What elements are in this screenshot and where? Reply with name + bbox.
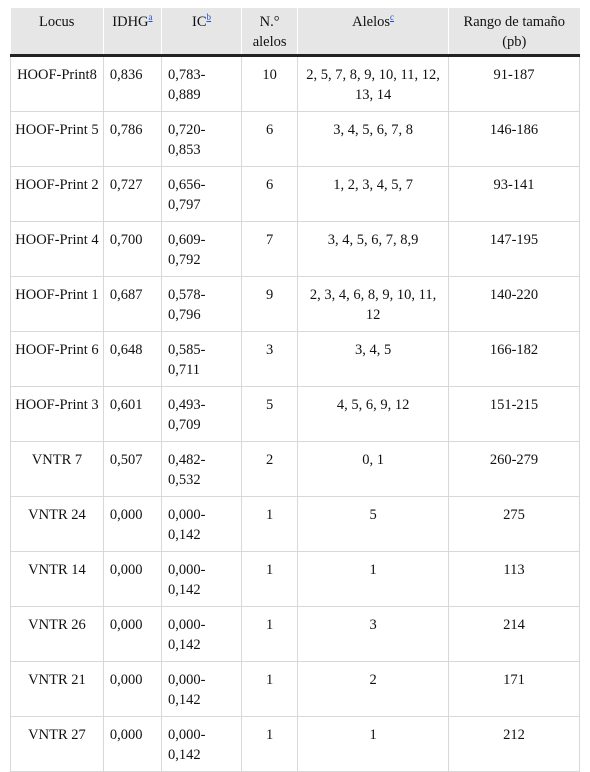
cell-alelos: 3, 4, 5, 6, 7, 8 [298, 112, 449, 167]
cell-alelos: 3, 4, 5, 6, 7, 8,9 [298, 222, 449, 277]
cell-n-alelos: 6 [242, 112, 298, 167]
cell-idhg: 0,786 [103, 112, 161, 167]
cell-alelos: 1 [298, 552, 449, 607]
cell-locus: HOOF-Print 5 [11, 112, 104, 167]
header-alelos-label: Alelos [352, 14, 390, 30]
table-row [11, 112, 580, 167]
cell-locus: HOOF-Print 2 [11, 167, 104, 222]
cell-alelos: 3 [298, 607, 449, 662]
cell-idhg: 0,687 [103, 277, 161, 332]
cell-locus: VNTR 27 [11, 717, 104, 772]
cell-rango: 147-195 [449, 222, 580, 277]
cell-alelos: 2, 5, 7, 8, 9, 10, 11, 12, 13, 14 [298, 56, 449, 112]
cell-ic: 0,783-0,889 [161, 56, 241, 112]
cell-ic: 0,493-0,709 [161, 387, 241, 442]
cell-ic: 0,720-0,853 [161, 112, 241, 167]
header-idhg [103, 8, 161, 56]
cell-n-alelos: 7 [242, 222, 298, 277]
cell-idhg: 0,727 [103, 167, 161, 222]
cell-idhg: 0,648 [103, 332, 161, 387]
cell-ic: 0,609-0,792 [161, 222, 241, 277]
cell-idhg: 0,601 [103, 387, 161, 442]
table-row [11, 387, 580, 442]
cell-alelos: 4, 5, 6, 9, 12 [298, 387, 449, 442]
cell-rango: 146-186 [449, 112, 580, 167]
cell-idhg: 0,000 [103, 662, 161, 717]
cell-n-alelos: 3 [242, 332, 298, 387]
cell-alelos: 1, 2, 3, 4, 5, 7 [298, 167, 449, 222]
cell-rango: 91-187 [449, 56, 580, 112]
cell-n-alelos: 1 [242, 552, 298, 607]
cell-n-alelos: 5 [242, 387, 298, 442]
cell-rango: 166-182 [449, 332, 580, 387]
cell-rango: 151-215 [449, 387, 580, 442]
header-n-alelos-line1: N.° [259, 14, 280, 30]
cell-n-alelos: 10 [242, 56, 298, 112]
cell-alelos: 3, 4, 5 [298, 332, 449, 387]
cell-ic: 0,578-0,796 [161, 277, 241, 332]
table-row [11, 332, 580, 387]
table-row [11, 662, 580, 717]
table-row [11, 497, 580, 552]
table-header-row [11, 8, 580, 56]
cell-n-alelos: 2 [242, 442, 298, 497]
footnote-c-link[interactable]: c [390, 12, 394, 23]
table-row [11, 222, 580, 277]
header-rango [449, 8, 580, 56]
header-ic-label: IC [192, 14, 207, 30]
cell-idhg: 0,836 [103, 56, 161, 112]
cell-locus: VNTR 7 [11, 442, 104, 497]
table-row [11, 56, 580, 112]
header-ic [161, 8, 241, 56]
cell-ic: 0,000-0,142 [161, 607, 241, 662]
cell-rango: 140-220 [449, 277, 580, 332]
table-body [11, 56, 580, 772]
table-row [11, 442, 580, 497]
cell-rango: 113 [449, 552, 580, 607]
cell-n-alelos: 1 [242, 662, 298, 717]
cell-ic: 0,000-0,142 [161, 497, 241, 552]
cell-locus: VNTR 21 [11, 662, 104, 717]
cell-locus: HOOF-Print8 [11, 56, 104, 112]
cell-ic: 0,000-0,142 [161, 552, 241, 607]
cell-locus: HOOF-Print 6 [11, 332, 104, 387]
header-alelos [298, 8, 449, 56]
cell-locus: HOOF-Print 3 [11, 387, 104, 442]
header-n-alelos-line2: alelos [252, 34, 287, 50]
cell-rango: 260-279 [449, 442, 580, 497]
table-row [11, 167, 580, 222]
table-row [11, 717, 580, 772]
table-row [11, 277, 580, 332]
cell-ic: 0,482-0,532 [161, 442, 241, 497]
header-n-alelos [242, 8, 298, 56]
header-rango-line2: (pb) [502, 34, 527, 50]
cell-rango: 171 [449, 662, 580, 717]
loci-table [10, 8, 580, 772]
cell-n-alelos: 1 [242, 497, 298, 552]
cell-idhg: 0,000 [103, 607, 161, 662]
cell-ic: 0,656-0,797 [161, 167, 241, 222]
cell-rango: 275 [449, 497, 580, 552]
cell-n-alelos: 9 [242, 277, 298, 332]
cell-ic: 0,585-0,711 [161, 332, 241, 387]
cell-locus: VNTR 24 [11, 497, 104, 552]
cell-locus: VNTR 26 [11, 607, 104, 662]
cell-idhg: 0,000 [103, 717, 161, 772]
footnote-a-link[interactable]: a [148, 12, 153, 23]
cell-alelos: 2 [298, 662, 449, 717]
cell-n-alelos: 1 [242, 607, 298, 662]
header-rango-line1: Rango de tamaño [463, 14, 566, 30]
table-row [11, 552, 580, 607]
cell-n-alelos: 6 [242, 167, 298, 222]
cell-rango: 93-141 [449, 167, 580, 222]
cell-idhg: 0,700 [103, 222, 161, 277]
cell-alelos: 2, 3, 4, 6, 8, 9, 10, 11, 12 [298, 277, 449, 332]
table-row [11, 607, 580, 662]
header-locus-label: Locus [38, 14, 75, 30]
cell-locus: HOOF-Print 1 [11, 277, 104, 332]
cell-locus: VNTR 14 [11, 552, 104, 607]
cell-idhg: 0,507 [103, 442, 161, 497]
cell-rango: 214 [449, 607, 580, 662]
header-idhg-label: IDHG [112, 14, 149, 30]
cell-alelos: 5 [298, 497, 449, 552]
cell-alelos: 1 [298, 717, 449, 772]
cell-alelos: 0, 1 [298, 442, 449, 497]
cell-idhg: 0,000 [103, 497, 161, 552]
footnote-b-link[interactable]: b [206, 12, 212, 23]
cell-ic: 0,000-0,142 [161, 662, 241, 717]
header-locus [11, 8, 104, 56]
cell-locus: HOOF-Print 4 [11, 222, 104, 277]
cell-ic: 0,000-0,142 [161, 717, 241, 772]
cell-n-alelos: 1 [242, 717, 298, 772]
cell-idhg: 0,000 [103, 552, 161, 607]
cell-rango: 212 [449, 717, 580, 772]
